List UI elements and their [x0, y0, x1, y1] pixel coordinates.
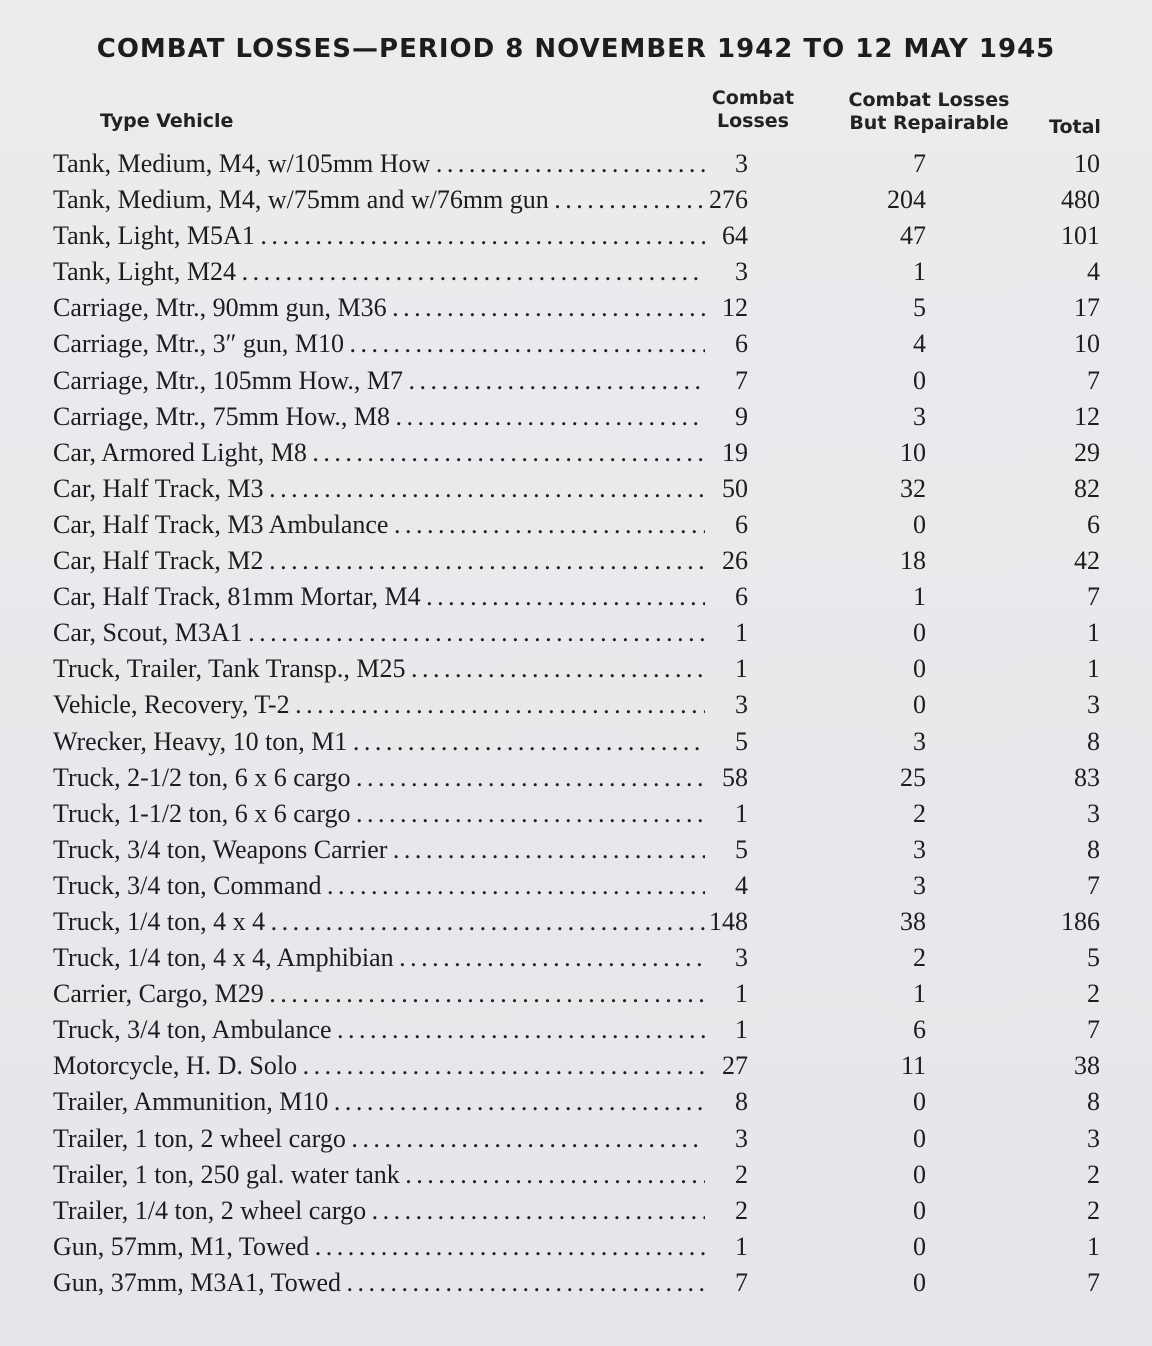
table-row [0, 760, 1152, 796]
total-value: 12 [1074, 401, 1100, 431]
vehicle-name: Truck, Trailer, Tank Transp., M25 . . . [53, 651, 705, 687]
losses-table [0, 146, 1152, 1301]
vehicle-name: Truck, 3/4 ton, Command . . . [53, 868, 705, 904]
total-value: 3 [1087, 798, 1100, 828]
combat-losses-value: 26 [722, 546, 748, 576]
combat-losses-value: 2 [735, 1195, 748, 1225]
total-value: 5 [1087, 943, 1100, 973]
table-row [0, 543, 1152, 579]
table-row [0, 615, 1152, 651]
table-row [0, 363, 1152, 399]
total-value: 8 [1087, 1087, 1100, 1117]
total-value: 10 [1074, 329, 1100, 359]
vehicle-name: Wrecker, Heavy, 10 ton, M1 . . . [53, 724, 705, 760]
combat-losses-value: 5 [735, 834, 748, 864]
repairable-value: 25 [900, 762, 926, 792]
repairable-value: 3 [913, 834, 926, 864]
table-row [0, 1157, 1152, 1193]
repairable-value: 10 [900, 437, 926, 467]
repairable-value: 18 [900, 546, 926, 576]
repairable-value: 6 [913, 1015, 926, 1045]
table-row [0, 1012, 1152, 1048]
vehicle-name: Carriage, Mtr., 3″ gun, M10 . . . [53, 326, 705, 362]
repairable-value: 0 [913, 1267, 926, 1297]
vehicle-name: Tank, Medium, M4, w/75mm and w/76mm gun . . . [53, 182, 705, 218]
vehicle-name: Carriage, Mtr., 75mm How., M8 . . . [53, 399, 705, 435]
repairable-value: 2 [913, 798, 926, 828]
repairable-value: 0 [913, 1231, 926, 1261]
table-row [0, 651, 1152, 687]
repairable-value: 0 [913, 654, 926, 684]
total-value: 1 [1087, 654, 1100, 684]
table-row [0, 1048, 1152, 1084]
total-value: 29 [1074, 437, 1100, 467]
repairable-value: 0 [913, 1195, 926, 1225]
total-value: 10 [1074, 149, 1100, 178]
repairable-value: 0 [913, 365, 926, 395]
total-value: 7 [1087, 870, 1100, 900]
vehicle-name: Trailer, 1/4 ton, 2 wheel cargo . . . [53, 1193, 705, 1229]
combat-losses-value: 1 [735, 654, 748, 684]
repairable-value: 1 [913, 257, 926, 287]
repairable-value: 7 [913, 149, 926, 178]
table-row [0, 435, 1152, 471]
table-row [0, 326, 1152, 362]
header-repairable-line1: Combat Losses [848, 89, 1010, 111]
vehicle-name: Truck, 1-1/2 ton, 6 x 6 cargo . . . [53, 796, 705, 832]
combat-losses-value: 1 [735, 618, 748, 648]
table-row [0, 904, 1152, 940]
combat-losses-value: 1 [735, 979, 748, 1009]
total-value: 1 [1087, 618, 1100, 648]
total-value: 2 [1087, 979, 1100, 1009]
total-value: 7 [1087, 1267, 1100, 1297]
combat-losses-value: 3 [735, 149, 748, 178]
vehicle-name: Trailer, Ammunition, M10 . . . [53, 1084, 705, 1120]
vehicle-name: Truck, 2-1/2 ton, 6 x 6 cargo . . . [53, 760, 705, 796]
header-combat-losses-line1: Combat [711, 87, 795, 109]
table-row [0, 796, 1152, 832]
vehicle-name: Truck, 3/4 ton, Ambulance . . . [53, 1012, 705, 1048]
table-row [0, 507, 1152, 543]
total-value: 42 [1074, 546, 1100, 576]
combat-losses-value: 3 [735, 943, 748, 973]
repairable-value: 0 [913, 690, 926, 720]
total-value: 101 [1061, 221, 1100, 251]
total-value: 2 [1087, 1159, 1100, 1189]
table-row [0, 1265, 1152, 1301]
total-value: 7 [1087, 582, 1100, 612]
total-value: 83 [1074, 762, 1100, 792]
vehicle-name: Car, Scout, M3A1 . . . [53, 615, 705, 651]
vehicle-name: Carrier, Cargo, M29 . . . [53, 976, 705, 1012]
combat-losses-value: 5 [735, 726, 748, 756]
repairable-value: 3 [913, 726, 926, 756]
total-value: 2 [1087, 1195, 1100, 1225]
vehicle-name: Truck, 1/4 ton, 4 x 4 . . . [53, 904, 705, 940]
table-row [0, 579, 1152, 615]
vehicle-name: Car, Half Track, M2 . . . [53, 543, 705, 579]
combat-losses-value: 9 [735, 401, 748, 431]
vehicle-name: Motorcycle, H. D. Solo . . . [53, 1048, 705, 1084]
vehicle-name: Trailer, 1 ton, 250 gal. water tank . . . [53, 1157, 705, 1193]
repairable-value: 0 [913, 509, 926, 539]
table-row [0, 146, 1152, 182]
vehicle-name: Carriage, Mtr., 90mm gun, M36 . . . [53, 290, 705, 326]
combat-losses-value: 4 [735, 870, 748, 900]
combat-losses-value: 3 [735, 1123, 748, 1153]
header-repairable-line2: But Repairable [849, 112, 1009, 134]
vehicle-name: Trailer, 1 ton, 2 wheel cargo . . . [53, 1121, 705, 1157]
header-combat-losses-line2: Losses [717, 110, 789, 132]
repairable-value: 0 [913, 618, 926, 648]
combat-losses-value: 6 [735, 329, 748, 359]
table-row [0, 290, 1152, 326]
table-row [0, 1121, 1152, 1157]
combat-losses-value: 7 [735, 365, 748, 395]
total-value: 7 [1087, 1015, 1100, 1045]
combat-losses-value: 1 [735, 1231, 748, 1261]
header-type-vehicle: Type Vehicle [100, 110, 234, 132]
total-value: 82 [1074, 473, 1100, 503]
total-value: 3 [1087, 1123, 1100, 1153]
vehicle-name: Truck, 1/4 ton, 4 x 4, Amphibian . . . [53, 940, 705, 976]
repairable-value: 1 [913, 582, 926, 612]
table-row [0, 399, 1152, 435]
combat-losses-value: 148 [709, 906, 748, 936]
table-row [0, 218, 1152, 254]
combat-losses-value: 8 [735, 1087, 748, 1117]
combat-losses-value: 50 [722, 473, 748, 503]
vehicle-name: Carriage, Mtr., 105mm How., M7 . . . [53, 363, 705, 399]
header-combat-losses [700, 87, 806, 133]
table-row [0, 1193, 1152, 1229]
repairable-value: 2 [913, 943, 926, 973]
combat-losses-value: 6 [735, 509, 748, 539]
header-total: Total [1049, 116, 1101, 138]
vehicle-name: Tank, Light, M24 . . . [53, 254, 705, 290]
combat-losses-value: 19 [722, 437, 748, 467]
repairable-value: 0 [913, 1123, 926, 1153]
combat-losses-value: 1 [735, 798, 748, 828]
table-row [0, 940, 1152, 976]
header-repairable [840, 89, 1018, 135]
combat-losses-value: 27 [722, 1051, 748, 1081]
table-row [0, 182, 1152, 218]
combat-losses-value: 2 [735, 1159, 748, 1189]
repairable-value: 3 [913, 870, 926, 900]
repairable-value: 0 [913, 1159, 926, 1189]
repairable-value: 11 [900, 1051, 926, 1081]
repairable-value: 5 [913, 293, 926, 323]
combat-losses-value: 1 [735, 1015, 748, 1045]
vehicle-name: Car, Half Track, M3 Ambulance . . . [53, 507, 705, 543]
combat-losses-value: 7 [735, 1267, 748, 1297]
table-row [0, 254, 1152, 290]
total-value: 17 [1074, 293, 1100, 323]
total-value: 480 [1061, 185, 1100, 215]
repairable-value: 0 [913, 1087, 926, 1117]
table-row [0, 832, 1152, 868]
total-value: 7 [1087, 365, 1100, 395]
vehicle-name: Tank, Light, M5A1 . . . [53, 218, 705, 254]
table-row [0, 868, 1152, 904]
repairable-value: 38 [900, 906, 926, 936]
table-row [0, 976, 1152, 1012]
vehicle-name: Truck, 3/4 ton, Weapons Carrier . . . [53, 832, 705, 868]
total-value: 8 [1087, 726, 1100, 756]
repairable-value: 204 [887, 185, 926, 215]
total-value: 38 [1074, 1051, 1100, 1081]
vehicle-name: Car, Armored Light, M8 . . . [53, 435, 705, 471]
vehicle-name: Vehicle, Recovery, T-2 . . . [53, 687, 705, 723]
table-row [0, 724, 1152, 760]
total-value: 4 [1087, 257, 1100, 287]
vehicle-name: Car, Half Track, 81mm Mortar, M4 . . . [53, 579, 705, 615]
total-value: 186 [1061, 906, 1100, 936]
repairable-value: 32 [900, 473, 926, 503]
total-value: 8 [1087, 834, 1100, 864]
table-row [0, 471, 1152, 507]
repairable-value: 4 [913, 329, 926, 359]
vehicle-name: Car, Half Track, M3 . . . [53, 471, 705, 507]
table-row [0, 1084, 1152, 1120]
total-value: 6 [1087, 509, 1100, 539]
repairable-value: 1 [913, 979, 926, 1009]
vehicle-name: Tank, Medium, M4, w/105mm How . . . [53, 146, 705, 182]
combat-losses-value: 64 [722, 221, 748, 251]
combat-losses-value: 6 [735, 582, 748, 612]
combat-losses-value: 276 [709, 185, 748, 215]
combat-losses-value: 3 [735, 257, 748, 287]
vehicle-name: Gun, 57mm, M1, Towed . . . [53, 1229, 705, 1265]
vehicle-name: Gun, 37mm, M3A1, Towed . . . [53, 1265, 705, 1301]
repairable-value: 3 [913, 401, 926, 431]
page-title: COMBAT LOSSES—PERIOD 8 NOVEMBER 1942 TO 12 MAY 1945 [96, 34, 1056, 64]
total-value: 3 [1087, 690, 1100, 720]
table-row [0, 1229, 1152, 1265]
repairable-value: 47 [900, 221, 926, 251]
combat-losses-value: 58 [722, 762, 748, 792]
total-value: 1 [1087, 1231, 1100, 1261]
combat-losses-value: 12 [722, 293, 748, 323]
table-row [0, 687, 1152, 723]
combat-losses-value: 3 [735, 690, 748, 720]
